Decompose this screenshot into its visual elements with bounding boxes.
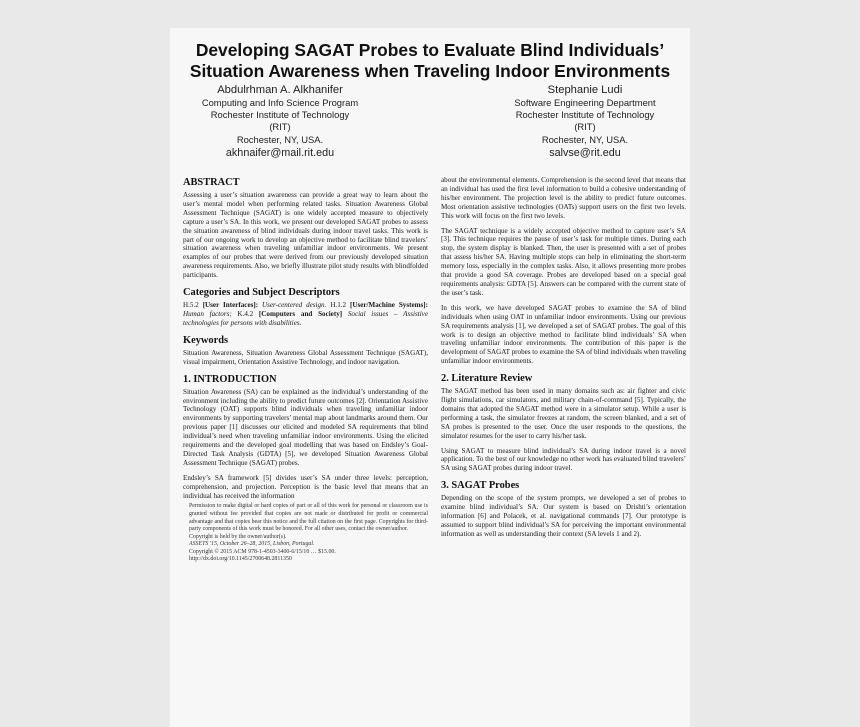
author-email[interactable]: akhnaifer@mail.rit.edu xyxy=(225,146,335,159)
categories-heading: Categories and Subject Descriptors xyxy=(183,287,340,299)
abstract-text: Assessing a user’s situation awareness can provide a great way to learn about the user’s mental model when performing related tasks. Situation Awareness Global Assessment Technique (SAGAT) is one widely accepted measure to objectively capture a user’s SA. In this work, we present our developed SAGAT probes to assess the situation awareness of blind individuals during indoor travel tasks. This work is part of our ongoing work to develop an objective method to facilitate blind travelers’ situation awareness when traveling unfamiliar indoor environments. We present examples of our probes that were derived from our previously developed situation awareness requirements. Also, we briefly illustrate pilot study results with blindfolded participants. xyxy=(183,191,428,280)
author-block-1 xyxy=(170,83,395,160)
category-desc: Human factors; xyxy=(183,309,232,318)
author-department: Computing and Info Science Program xyxy=(201,97,359,108)
introduction-heading: 1. INTRODUCTION xyxy=(183,373,277,385)
category-label: [Computers and Society] xyxy=(258,309,343,318)
body-paragraph: Depending on the scope of the system prompts, we developed a set of probes to examine blind individual’s SA. Our system is based on Drishti’s orientation information [6] and Polacek, et al. navigational commands [7]. Our prototype is assumed to support blind individual’s SA for perceiving the important environmental information as well as understanding their context (SA levels 1 and 2). xyxy=(441,494,686,538)
author-location: Rochester, NY, USA. xyxy=(541,133,629,145)
body-paragraph: about the environmental elements. Comprehension is the second level that means that an individual has used the first level information to build a cohesive understanding of his/her environment. The projection level is the ability to predict future outcomes. Most orientation assistive technologies (OATs) support users on the first two levels. This work will focus on the first two levels. xyxy=(441,176,686,220)
category-code: H.5.2 xyxy=(183,301,199,310)
author-name: Stephanie Ludi xyxy=(547,84,623,96)
categories-text xyxy=(183,301,428,328)
author-location: Rochester, NY, USA. xyxy=(236,133,324,145)
sagat-probes-heading: 3. SAGAT Probes xyxy=(441,480,520,492)
body-paragraph: The SAGAT technique is a widely accepted objective method to capture user’s SA [3]. This technique requires the pause of user’s task for multiple times. During each stop, the system display is blanked. Then, the user is presented with a set of probes that assess his/her SA. Having multiple stops can help in eliminating the short-term memory loss, especially in the complex tasks. Also, it allows presenting more probes that provide a good SA coverage. Probes are developed based on a special goal requirements analysis: GDTA [5]. Answers can be compared with the current state of the user’s task. xyxy=(441,226,686,297)
doi-link[interactable]: http://dx.doi.org/10.1145/2700648.2811350 xyxy=(189,556,292,563)
literature-review-heading: 2. Literature Review xyxy=(441,373,533,385)
author-institution-abbr: (RIT) xyxy=(269,121,291,133)
paper-page xyxy=(170,28,690,727)
category-label: [User Interfaces]: xyxy=(202,301,259,310)
right-column xyxy=(441,176,686,545)
left-column xyxy=(183,174,428,564)
conference-line: ASSETS '15, October 26–28, 2015, Lisbon, Portugal. xyxy=(189,541,315,548)
author-block-2 xyxy=(470,83,690,160)
paper-title-line-2: Situation Awareness when Traveling Indoor Environments xyxy=(189,61,671,81)
body-paragraph: Using SAGAT to measure blind individual’s SA during indoor travel is a novel application. To the best of our knowledge no other work has evaluated blind travelers’ SA using SAGAT probes during indoor travel. xyxy=(441,446,686,473)
introduction-paragraph: Situation Awareness (SA) can be explained as the individual’s understanding of the environment including the ability to predict future outcomes [2]. Orientation Assistive Technology (OAT) supports blind individuals when traveling unfamiliar indoor environments by supporting travelers’ mental map about landmarks around them. Our previous paper [1] discusses our elicited and modeled SA requirements that blind individual’s need when traveling unfamiliar indoor environments. Using the elicited requirements and the developed goal modelling that was based on Endsley’s Goal-Directed Task Analysis (GDTA) [5], we developed Situation Awareness Global Assessment Technique (SAGAT) probes. xyxy=(183,387,428,467)
category-code: K.4.2 xyxy=(237,309,254,318)
author-institution-abbr: (RIT) xyxy=(574,121,596,133)
author-name: Abdulrhman A. Alkhanifer xyxy=(217,84,343,96)
keywords-heading: Keywords xyxy=(183,334,229,346)
permission-footnote: Permission to make digital or hard copies of part or all of this work for personal or classroom use is granted without fee provided that copies are not made or distributed for profit or commercial advantage and that copies bear this notice and the full citation on the first page. Copyrights for third-party components of this work must be honored. For all other uses, contact the owner/author. xyxy=(189,503,428,533)
copyright-line: Copyright is held by the owner/author(s). xyxy=(189,533,287,540)
paper-title-line-1: Developing SAGAT Probes to Evaluate Blind Individuals’ xyxy=(195,40,665,60)
author-email[interactable]: salvse@rit.edu xyxy=(549,146,621,159)
author-institution: Rochester Institute of Technology xyxy=(515,109,655,121)
category-desc: Social issues – Assistive technologies for persons with disabilities. xyxy=(183,309,428,327)
keywords-text: Situation Awareness, Situation Awareness Global Assessment Technique (SAGAT), visual impairment, Orientation Assistive Technology, and indoor navigation. xyxy=(183,348,428,366)
category-code: H.1.2 xyxy=(330,301,347,310)
category-desc: User-centered design. xyxy=(262,301,327,310)
category-label: [User/Machine Systems]: xyxy=(350,301,428,310)
abstract-heading: ABSTRACT xyxy=(183,177,240,188)
author-department: Software Engineering Department xyxy=(514,97,656,108)
introduction-paragraph: Endsley’s SA framework [5] divides user’s SA under three levels: perception, comprehension, and projection. Perception is the basic level that means that an individual has received the information xyxy=(183,473,428,500)
body-paragraph: The SAGAT method has been used in many domains such as: air fighter and civic flight simulations, car simulators, and military chain-of-command [5]. Typically, the domains that adopted the SAGAT method were in a simulator setup. While a user is performing a task, the simulator freezes at random, the screen blanked, and a set of SA probes is presented to the user. Once the user responds to the questions, the simulator resumes for the user to carry his/her task. xyxy=(441,387,686,440)
author-institution: Rochester Institute of Technology xyxy=(210,109,350,121)
body-paragraph: In this work, we have developed SAGAT probes to examine the SA of blind individuals when using OAT in unfamiliar indoor environments. Using our previous SA requirements analysis [1], we developed a set of SAGAT probes. The goal of this work is to design an objective method to facilitate blind individuals’ SA when traveling unfamiliar indoor environments. The contribution of this paper is the development of SAGAT probes to examine the SA of blind individuals when traveling unfamiliar indoor environments. xyxy=(441,303,686,366)
copyright-line: Copyright © 2015 ACM 978-1-4503-3400-6/15/10 … $15.00. xyxy=(189,548,336,555)
